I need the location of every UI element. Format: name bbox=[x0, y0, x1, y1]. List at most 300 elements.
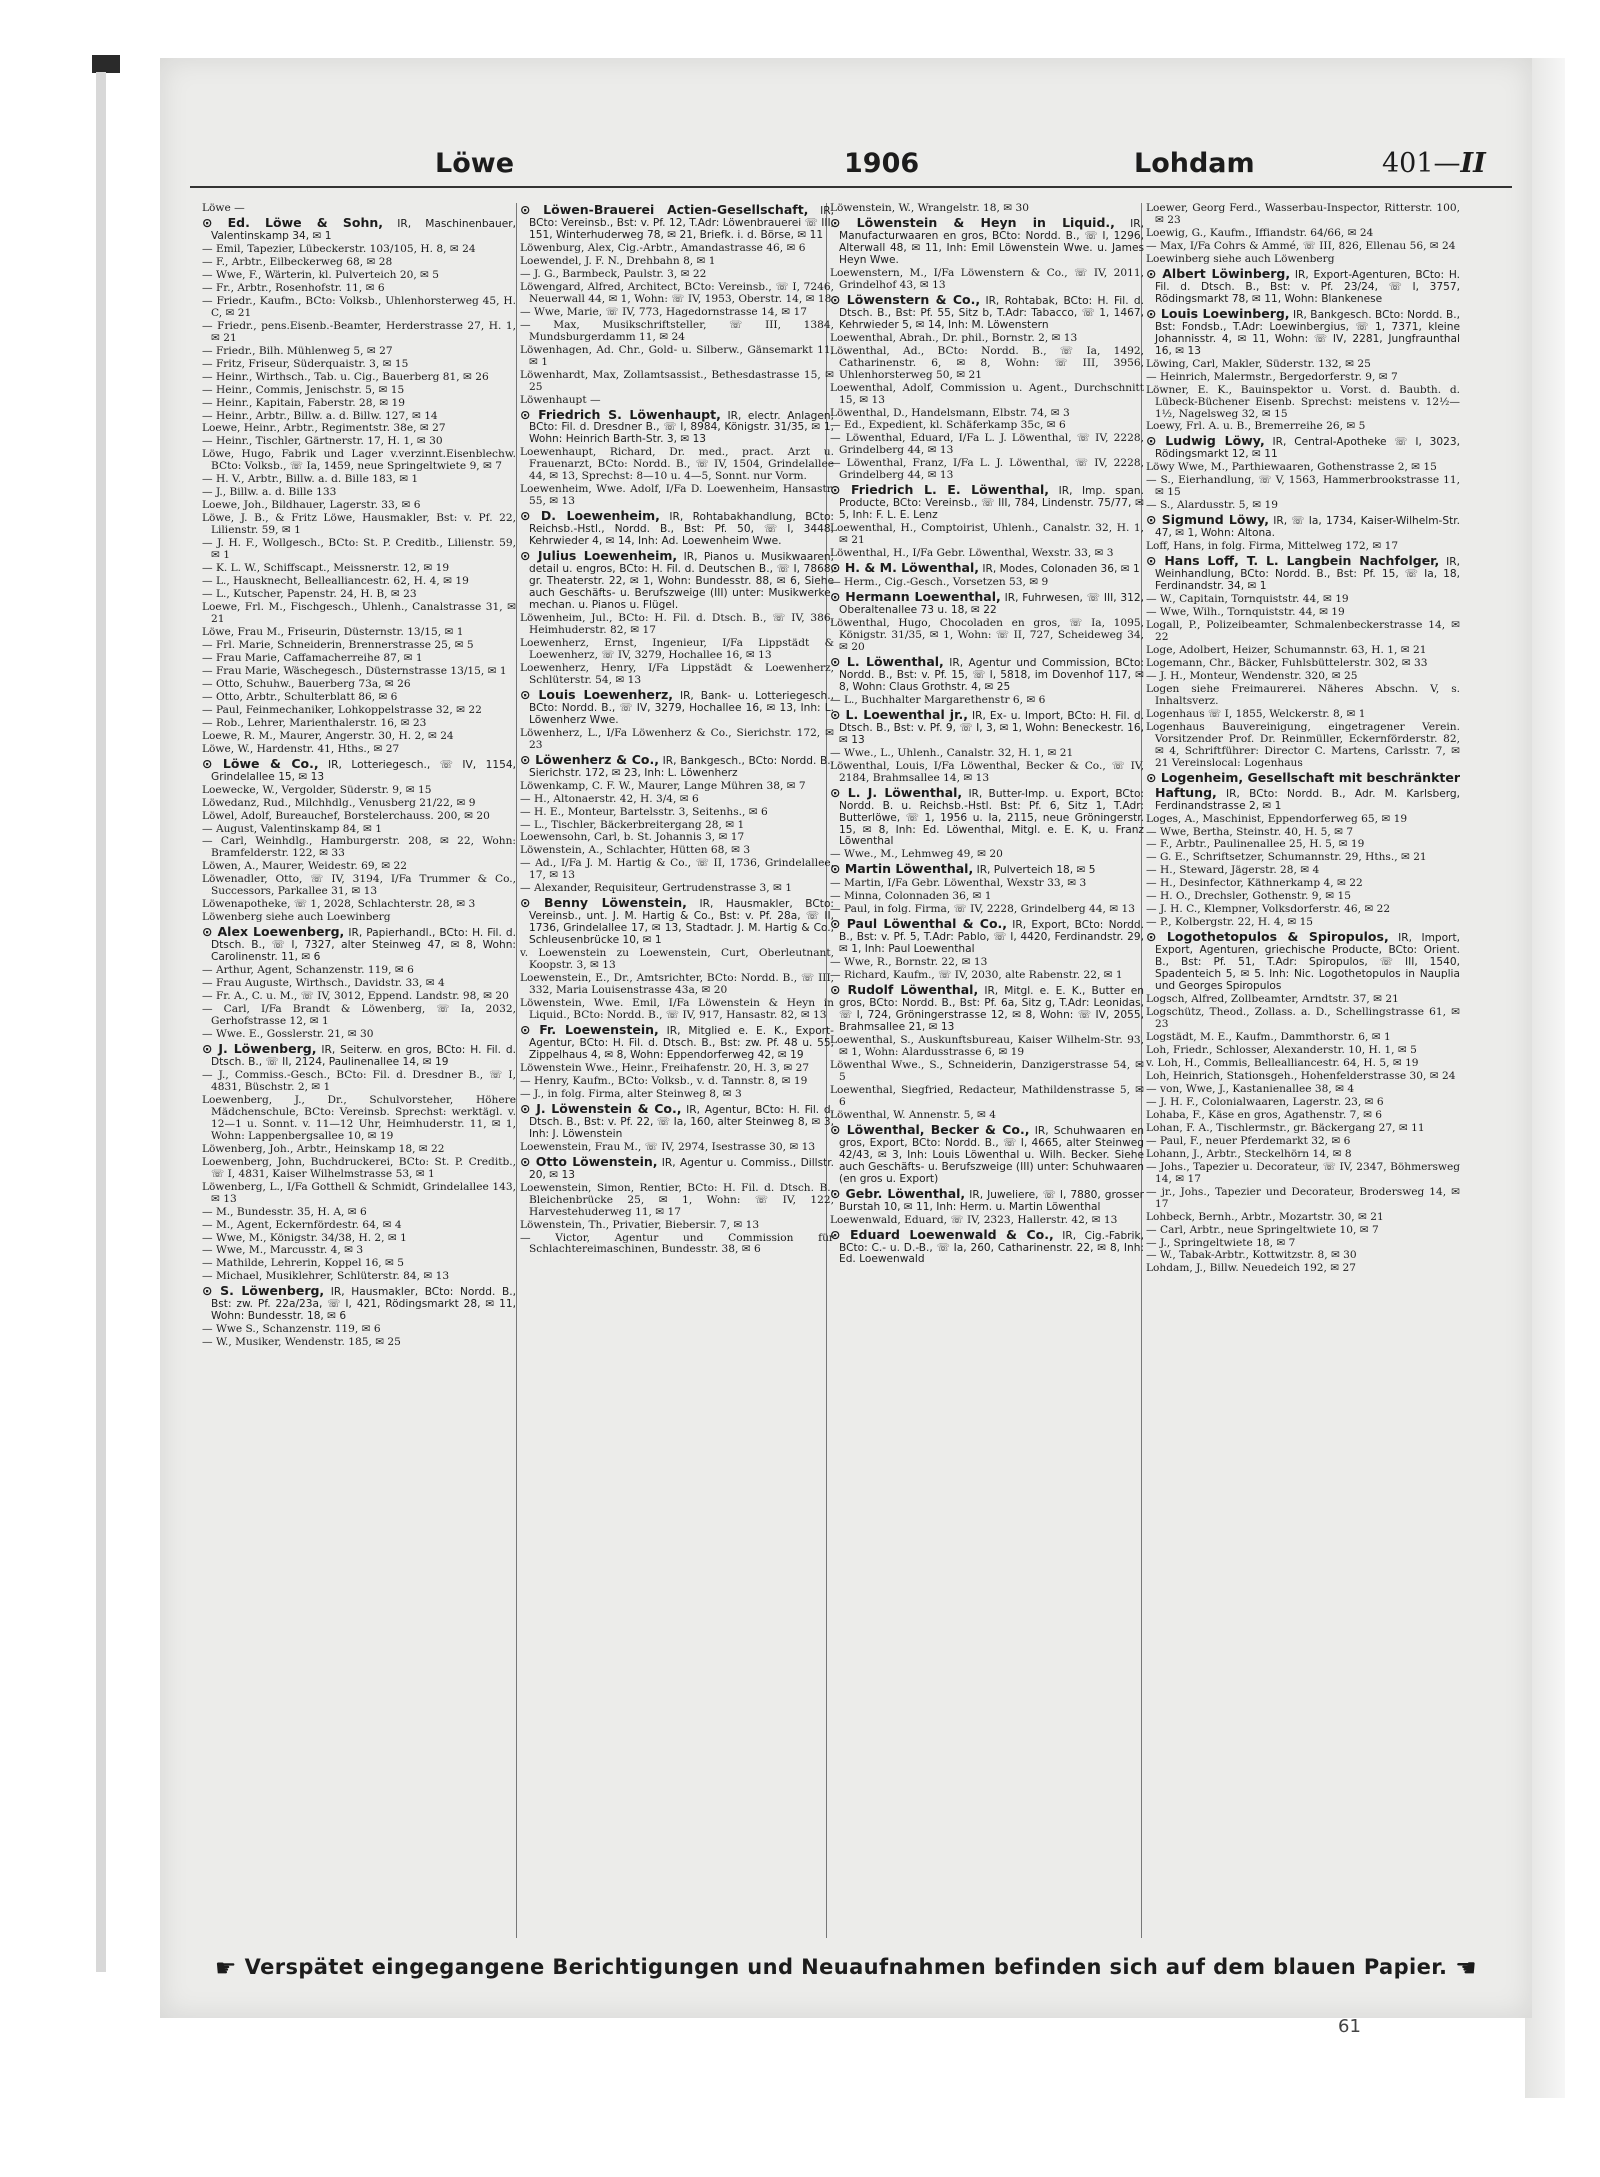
firm-details: IR, Papierhandl., BCto: H. Fil. d. Dtsch. B., ☏ I, 7327, alter Steinweg 47, ✉ 8, Wohn: Carolinenstr. 11, ✉ 6 bbox=[211, 927, 516, 964]
directory-entry: — Mathilde, Lehrerin, Koppel 16, ✉ 5 bbox=[202, 1257, 405, 1270]
directory-entry: Löwen, A., Maurer, Weidestr. 69, ✉ 22 bbox=[202, 860, 408, 873]
directory-entry: — M., Agent, Eckernfördestr. 64, ✉ 4 bbox=[202, 1218, 402, 1231]
firm-name: ⊙ Albert Löwinberg, bbox=[1146, 265, 1291, 281]
directory-entry: — Heinr., Commis, Jenischstr. 5, ✉ 15 bbox=[202, 383, 405, 396]
directory-entry: Löwenherz, L., I/Fa Löwenherz & Co., Sierichstr. 172, ✉ 23 bbox=[520, 726, 834, 751]
firm-details: IR, Rohtabak, BCto: H. Fil. d. Dtsch. B., Bst: Pf. 55, Sitz b, T.Adr: Tabacco, ☏ 1, 1467, Kehrwieder 5, ✉ 14, Inh: M. Löwenstern bbox=[839, 294, 1144, 331]
directory-entry: Löwenburg, Alex, Cig.-Arbtr., Amandastrasse 46, ✉ 6 bbox=[520, 241, 806, 254]
directory-entry: Loewenthal, Adolf, Commission u. Agent., Durchschnitt 15, ✉ 13 bbox=[830, 381, 1144, 406]
firm-name: ⊙ L. J. Löwenthal, bbox=[830, 784, 963, 800]
directory-entry: Loewenstern, M., I/Fa Löwenstern & Co., ☏ IV, 2011, Grindelhof 43, ✉ 13 bbox=[830, 266, 1144, 291]
directory-entry: Logall, P., Polizeibeamter, Schmalenbeckerstrasse 14, ✉ 22 bbox=[1146, 619, 1460, 643]
directory-entry: v. Loewenstein zu Loewenstein, Curt, Oberleutnant, Koopstr. 3, ✉ 13 bbox=[520, 947, 834, 972]
directory-entry: Loewer, Georg Ferd., Wasserbau-Inspector, Ritterstr. 100, ✉ 23 bbox=[1146, 203, 1460, 226]
directory-entry: — Herm., Cig.-Gesch., Vorsetzen 53, ✉ 9 bbox=[830, 576, 1049, 589]
directory-entry: — Frau Marie, Wäschegesch., Düsternstrasse 13/15, ✉ 1 bbox=[202, 664, 507, 677]
firm-entry bbox=[520, 1102, 834, 1141]
directory-entry: Loewe, Joh., Bildhauer, Lagerstr. 33, ✉ 6 bbox=[202, 499, 421, 512]
firm-name: ⊙ Hermann Loewenthal, bbox=[830, 589, 1001, 605]
firm-entry bbox=[520, 1155, 834, 1182]
firm-name: ⊙ Löwenstern & Co., bbox=[830, 291, 981, 307]
firm-name: ⊙ S. Löwenberg, bbox=[202, 1283, 325, 1299]
directory-entry: — Carl, Weinhdlg., Hamburgerstr. 208, ✉ 22, Wohn: Bramfelderstr. 122, ✉ 33 bbox=[202, 835, 516, 860]
directory-entry: — Johs., Tapezier u. Decorateur, ☏ IV, 2347, Böhmersweg 14, ✉ 17 bbox=[1146, 1160, 1460, 1185]
directory-entry: — Otto, Schuhw., Bauerberg 73a, ✉ 26 bbox=[202, 677, 411, 690]
directory-entry: — J., Billw. a. d. Bille 133 bbox=[202, 486, 337, 499]
firm-name: ⊙ H. & M. Löwenthal, bbox=[830, 560, 979, 576]
directory-entry: Löwenadler, Otto, ☏ IV, 3194, I/Fa Trummer & Co., Successors, Parkallee 31, ✉ 13 bbox=[202, 873, 516, 898]
directory-entry: — L., Kutscher, Papenstr. 24, H. B, ✉ 23 bbox=[202, 588, 417, 601]
directory-entry: Lohdam, J., Billw. Neuedeich 192, ✉ 27 bbox=[1146, 1262, 1357, 1275]
firm-entry bbox=[202, 216, 516, 243]
firm-entry bbox=[830, 1187, 1144, 1214]
directory-entry: — Fr., Arbtr., Rosenhofstr. 11, ✉ 6 bbox=[202, 281, 385, 294]
directory-entry: — F., Arbtr., Eilbeckerweg 68, ✉ 28 bbox=[202, 255, 393, 268]
firm-entry bbox=[520, 1023, 834, 1062]
directory-column-2 bbox=[520, 203, 834, 1938]
directory-entry: Loewenherz, Henry, I/Fa Lippstädt & Loewenherz, Schlüterstr. 54, ✉ 13 bbox=[520, 661, 834, 686]
directory-entry: Löwner, E. K., Bauinspektor u. Vorst. d. Baubth. d. Lübeck-Büchener Eisenb. Sprechst: meistens v. 12½—1½, Nagelsweg 32, ✉ 15 bbox=[1146, 383, 1460, 420]
firm-name: ⊙ Logothetopulos & Spiropulos, bbox=[1146, 929, 1389, 945]
directory-entry: Loewenwald, Eduard, ☏ IV, 2323, Hallerstr. 42, ✉ 13 bbox=[830, 1213, 1118, 1226]
directory-entry: — J. G., Barmbeck, Paulstr. 3, ✉ 22 bbox=[520, 267, 707, 280]
firm-entry bbox=[520, 753, 834, 780]
directory-entry: Löwenstein, Th., Privatier, Biebersir. 7, ✉ 13 bbox=[520, 1218, 760, 1231]
directory-entry: — S., Eierhandlung, ☏ V, 1563, Hammerbrookstrasse 11, ✉ 15 bbox=[1146, 474, 1460, 499]
directory-entry: Löwenberg, Joh., Arbtr., Heinskamp 18, ✉ 22 bbox=[202, 1142, 445, 1155]
directory-entry: — Wwe, Bertha, Steinstr. 40, H. 5, ✉ 7 bbox=[1146, 825, 1354, 838]
directory-entry: — Löwenthal, Franz, I/Fa L. J. Löwenthal, ☏ IV, 2228, Grindelberg 44, ✉ 13 bbox=[830, 457, 1144, 482]
directory-entry: Logsch, Alfred, Zollbeamter, Arndtstr. 37, ✉ 21 bbox=[1146, 993, 1399, 1006]
directory-entry: — Alexander, Requisiteur, Gertrudenstrasse 3, ✉ 1 bbox=[520, 882, 792, 895]
firm-name: ⊙ Martin Löwenthal, bbox=[830, 861, 974, 877]
directory-entry: Loewenstein, E., Dr., Amtsrichter, BCto: Nordd. B., ☏ III, 332, Maria Louisenstrasse 43a, ✉ 20 bbox=[520, 972, 834, 997]
firm-name: ⊙ Eduard Loewenwald & Co., bbox=[830, 1226, 1054, 1242]
firm-entry bbox=[830, 1228, 1144, 1267]
directory-entry: — J. H. F., Colonialwaaren, Lagerstr. 23, ✉ 6 bbox=[1146, 1095, 1384, 1108]
firm-entry bbox=[830, 561, 1144, 576]
firm-entry bbox=[1146, 930, 1460, 993]
directory-entry: — Heinrich, Malermstr., Bergedorferstr. 9, ✉ 7 bbox=[1146, 370, 1398, 383]
directory-entry: Loewe, R. M., Maurer, Angerstr. 30, H. 2, ✉ 24 bbox=[202, 729, 454, 742]
directory-entry: Löwenthal, W. Annenstr. 5, ✉ 4 bbox=[830, 1108, 997, 1121]
directory-entry: Loewenberg, John, Buchdruckerei, BCto: St. P. Creditb., ☏ I, 4831, Kaiser Wilhelmstrasse 53, ✉ 1 bbox=[202, 1155, 516, 1180]
firm-details: IR, Bank- u. Lotteriegesch., BCto: Nordd. B., ☏ IV, 3279, Hochallee 16, ✉ 13, Inh: L. Löwenherz Wwe. bbox=[529, 689, 834, 726]
firm-entry bbox=[830, 786, 1144, 849]
firm-details: IR, ☏ Ia, 1734, Kaiser-Wilhelm-Str. 47, ✉ 1, Wohn: Altona. bbox=[1155, 515, 1460, 540]
directory-entry: — Friedr., Kaufm., BCto: Volksb., Uhlenhorsterweg 45, H. C, ✉ 21 bbox=[202, 294, 516, 319]
firm-name: ⊙ Otto Löwenstein, bbox=[520, 1153, 658, 1169]
firm-details: IR, Imp. span. Producte, BCto: Vereinsb., ☏ III, 784, Lindenstr. 75/77, ✉ 5, Inh: F. L. E. Lenz bbox=[839, 485, 1144, 522]
directory-entry: Loewe, Frl. M., Fischgesch., Uhlenh., Canalstrasse 31, ✉ 21 bbox=[202, 601, 516, 625]
directory-entry: v. Loh, H., Commis, Bellealliancestr. 64, H. 5, ✉ 19 bbox=[1146, 1056, 1419, 1069]
directory-entry: Loge, Adolbert, Heizer, Schumannstr. 63, H. 1, ✉ 21 bbox=[1146, 643, 1427, 656]
firm-details: IR, Lotteriegesch., ☏ IV, 1154, Grindelallee 15, ✉ 13 bbox=[211, 758, 516, 783]
firm-details: IR, Bankgesch., BCto: Nordd. B., Sierichstr. 172, ✉ 23, Inh: L. Löwenherz bbox=[529, 754, 834, 779]
directory-entry: — F., Arbtr., Paulinenallee 25, H. 5, ✉ 19 bbox=[1146, 838, 1365, 851]
directory-entry: Löwing, Carl, Makler, Süderstr. 132, ✉ 25 bbox=[1146, 357, 1371, 370]
firm-entry bbox=[520, 896, 834, 947]
firm-details: IR, Import, Export, Agenturen, griechische Producte, BCto: Orient. B., Bst: Pf. 51, T.Adr: Spiropulos, ☏ III, 1540, Spadenteich 5, ✉ 5. Inh: Nic. Logothetopulos in Nauplia und Georges Spiropulos bbox=[1155, 932, 1460, 993]
directory-entry: — H., Steward, Jägerstr. 28, ✉ 4 bbox=[1146, 864, 1320, 877]
directory-entry: — Paul, in folg. Firma, ☏ IV, 2228, Grindelberg 44, ✉ 13 bbox=[830, 903, 1135, 916]
firm-details: IR, Agentur, BCto: H. Fil. d. Dtsch. B., Bst: v. Pf. 22, ☏ Ia, 160, alter Steinweg 8, ✉ 3, Inh: J. Löwenstein bbox=[529, 1103, 834, 1140]
directory-entry: Löwe, J. B., & Fritz Löwe, Hausmakler, Bst: v. Pf. 22, Lilienstr. 59, ✉ 1 bbox=[202, 512, 516, 537]
firm-details: IR, Ex- u. Import, BCto: H. Fil. d. Dtsch. B., Bst: v. Pf. 9, ☏ I, 3, ✉ 1, Wohn: Beneckestr. 16, ✉ 13 bbox=[839, 709, 1144, 746]
directory-entry: — Ad., I/Fa J. M. Hartig & Co., ☏ II, 1736, Grindelallee, 17, ✉ 13 bbox=[520, 857, 834, 882]
directory-entry: Löwe, Frau M., Friseurin, Düsternstr. 13/15, ✉ 1 bbox=[202, 625, 464, 638]
directory-entry: — H. V., Arbtr., Billw. a. d. Bille 183, ✉ 1 bbox=[202, 473, 419, 486]
directory-entry: — M., Bundesstr. 35, H. A, ✉ 6 bbox=[202, 1205, 367, 1218]
directory-entry: — Frau Marie, Caffamacherreihe 87, ✉ 1 bbox=[202, 651, 423, 664]
directory-entry: — H., Altonaerstr. 42, H. 3/4, ✉ 6 bbox=[520, 792, 699, 805]
firm-name: ⊙ Gebr. Löwenthal, bbox=[830, 1185, 966, 1201]
firm-details: IR, Rohtabakhandlung, BCto: Reichsb.-Hstl., Nordd. B., Bst: Pf. 50, ☏ I, 3448, Kehrwieder 4, ✉ 14, Inh: Ad. Loewenheim Wwe. bbox=[529, 511, 834, 548]
directory-entry: — Carl, I/Fa Brandt & Löwenberg, ☏ Ia, 2032, Gerhofstrasse 12, ✉ 1 bbox=[202, 1003, 516, 1028]
directory-entry: Löwy Wwe, M., Parthiewaaren, Gothenstrasse 2, ✉ 15 bbox=[1146, 461, 1437, 474]
firm-name: ⊙ Löwen-Brauerei Actien-Gesellschaft, bbox=[520, 203, 809, 217]
scan-margin bbox=[96, 72, 106, 1972]
directory-entry: Löwenthal, Louis, I/Fa Löwenthal, Becker & Co., ☏ IV, 2184, Brahmsallee 14, ✉ 13 bbox=[830, 759, 1144, 784]
directory-entry: — jr., Johs., Tapezier und Decorateur, Brodersweg 14, ✉ 17 bbox=[1146, 1185, 1460, 1210]
directory-entry: Logenhaus ☏ I, 1855, Welckerstr. 8, ✉ 1 bbox=[1146, 707, 1366, 720]
directory-entry: Löwenthal, Ad., BCto: Nordd. B., ☏ Ia, 1492, Catharinenstr. 6, ✉ 8, Wohn: ☏ III, 3956, Uhlenhorsterweg 50, ✉ 21 bbox=[830, 344, 1144, 381]
directory-entry: — Ed., Expedient, kl. Schäferkamp 35c, ✉ 6 bbox=[830, 419, 1066, 432]
directory-entry: — J. H. F., Wollgesch., BCto: St. P. Creditb., Lilienstr. 59, ✉ 1 bbox=[202, 537, 516, 562]
directory-entry: Loewenthal, S., Auskunftsbureau, Kaiser Wilhelm-Str. 93, ✉ 1, Wohn: Alardusstrasse 6, ✉ 19 bbox=[830, 1034, 1144, 1058]
directory-entry: — H. O., Drechsler, Gothenstr. 9, ✉ 15 bbox=[1146, 890, 1351, 903]
directory-entry: Löwe, Hugo, Fabrik und Lager v.verzinnt.Eisenblechw. BCto: Volksb., ☏ Ia, 1459, neue Springeltwiete 9, ✉ 7 bbox=[202, 448, 516, 473]
directory-entry: Löwengard, Alfred, Architect, BCto: Vereinsb., ☏ I, 7246, Neuerwall 44, ✉ 1, Wohn: ☏ IV, 1953, Oberstr. 14, ✉ 18 bbox=[520, 280, 834, 305]
directory-entry: — Carl, Arbtr., neue Springeltwiete 10, ✉ 7 bbox=[1146, 1223, 1379, 1236]
firm-entry bbox=[1146, 554, 1460, 593]
firm-details: IR, electr. Anlagen, BCto: Fil. d. Dresdner B., ☏ I, 8984, Königstr. 31/35, ✉ 1, Wohn: Heinrich Barth-Str. 3, ✉ 13 bbox=[529, 409, 834, 446]
directory-entry: — Fr. A., C. u. M., ☏ IV, 3012, Eppend. Landstr. 98, ✉ 20 bbox=[202, 990, 509, 1003]
firm-entry bbox=[1146, 267, 1460, 306]
firm-entry bbox=[1146, 513, 1460, 540]
directory-entry: Löwenberg siehe auch Loewinberg bbox=[202, 911, 391, 924]
directory-entry: — Wwe., M., Lehmweg 49, ✉ 20 bbox=[830, 848, 1003, 861]
firm-details: IR, Agentur u. Commiss., Dillstr. 20, ✉ 13 bbox=[529, 1156, 834, 1181]
directory-entry: — L., Tischler, Bäckerbreitergang 28, ✉ 1 bbox=[520, 818, 745, 831]
directory-entry: Lohann, J., Arbtr., Steckelhörn 14, ✉ 8 bbox=[1146, 1147, 1352, 1160]
page-header bbox=[190, 148, 1512, 188]
directory-entry: — Friedr., Bilh. Mühlenweg 5, ✉ 27 bbox=[202, 344, 393, 357]
firm-details: IR, BCto: Nordd. B., Adr. M. Karlsberg, Ferdinandstrasse 2, ✉ 1 bbox=[1155, 787, 1460, 812]
directory-entry: — H. E., Monteur, Bartelsstr. 3, Seitenhs., ✉ 6 bbox=[520, 805, 768, 818]
directory-entry: — Minna, Colonnaden 36, ✉ 1 bbox=[830, 890, 992, 903]
firm-name: ⊙ J. Löwenberg, bbox=[202, 1040, 317, 1056]
firm-entry bbox=[830, 708, 1144, 747]
directory-entry: — Fritz, Friseur, Süderquaistr. 3, ✉ 15 bbox=[202, 357, 409, 370]
header-year: 1906 bbox=[844, 148, 920, 179]
firm-entry bbox=[202, 1042, 516, 1069]
directory-entry: Löwedanz, Rud., Milchhdlg., Venusberg 21/22, ✉ 9 bbox=[202, 796, 476, 809]
directory-entry: — Arthur, Agent, Schanzenstr. 119, ✉ 6 bbox=[202, 964, 414, 977]
firm-entry bbox=[520, 408, 834, 447]
firm-name: ⊙ Alex Loewenberg, bbox=[202, 924, 345, 940]
firm-entry bbox=[830, 917, 1144, 956]
firm-name: ⊙ Logenheim, Gesellschaft mit beschränkter Haftung, bbox=[1146, 769, 1460, 800]
directory-entry: Loff, Hans, in folg. Firma, Mittelweg 172, ✉ 17 bbox=[1146, 540, 1399, 553]
firm-name: ⊙ Louis Loewinberg, bbox=[1146, 305, 1290, 321]
firm-entry bbox=[1146, 434, 1460, 461]
firm-name: ⊙ Löwenherz & Co., bbox=[520, 751, 659, 767]
directory-entry: — Frau Auguste, Wirthsch., Davidstr. 33, ✉ 4 bbox=[202, 977, 445, 990]
firm-details: IR, Seiterw. en gros, BCto: H. Fil. d. Dtsch. B., ☏ II, 2124, Paulinenallee 14, ✉ 19 bbox=[211, 1043, 516, 1068]
directory-entry: Loewensohn, Carl, b. St. Johannis 3, ✉ 17 bbox=[520, 831, 745, 844]
footer-notice bbox=[160, 1954, 1532, 1982]
firm-details: IR, Export-Agenturen, BCto: H. Fil. d. Dtsch. B., Bst: v. Pf. 23/24, ☏ I, 3757, Rödingsmarkt 78, ✉ 11, Wohn: Blankenese bbox=[1155, 268, 1460, 305]
directory-entry: — Wwe, Wilh., Tornquiststr. 44, ✉ 19 bbox=[1146, 606, 1345, 619]
directory-entry: Löwel, Adolf, Bureauchef, Borstelerchauss. 200, ✉ 20 bbox=[202, 809, 490, 822]
firm-name: ⊙ Löwenthal, Becker & Co., bbox=[830, 1121, 1030, 1137]
directory-entry: Loewendel, J. F. N., Drehbahn 8, ✉ 1 bbox=[520, 254, 716, 267]
directory-entry: Loh, Friedr., Schlosser, Alexanderstr. 10, H. 1, ✉ 5 bbox=[1146, 1043, 1417, 1056]
directory-entry: — W., Musiker, Wendenstr. 185, ✉ 25 bbox=[202, 1336, 401, 1349]
header-page-number bbox=[1382, 148, 1486, 179]
firm-name: ⊙ Hans Loff, T. L. Langbein Nachfolger, bbox=[1146, 553, 1440, 569]
footer-page-number: 61 bbox=[1338, 2016, 1361, 2037]
firm-details: IR, Weinhandlung, BCto: Nordd. B., Bst: Pf. 15, ☏ Ia, 18, Ferdinandstr. 34, ✉ 1 bbox=[1155, 556, 1460, 593]
directory-entry: — J., Commiss.-Gesch., BCto: Fil. d. Dresdner B., ☏ I, 4831, Büschstr. 2, ✉ 1 bbox=[202, 1068, 516, 1093]
directory-entry: Logemann, Chr., Bäcker, Fuhlsbüttelerstr. 302, ✉ 33 bbox=[1146, 656, 1428, 669]
directory-entry: Loewecke, W., Vergolder, Süderstr. 9, ✉ 15 bbox=[202, 783, 432, 796]
directory-entry: Loewenstein, Simon, Rentier, BCto: H. Fil. d. Dtsch. B., Bleichenbrücke 25, ✉ 1, Wohn: ☏ IV, 122, Harvestehuderweg 11, ✉ 17 bbox=[520, 1181, 834, 1218]
firm-details: IR, Export, BCto: Nordd. B., Bst: v. Pf. 5, T.Adr: Pablo, ☏ I, 4420, Ferdinandstr. 29, ✉ 1, Inh: Paul Loewenthal bbox=[839, 919, 1144, 956]
directory-entry: — Wwe, R., Bornstr. 22, ✉ 13 bbox=[830, 956, 988, 969]
directory-entry: — J. H. C., Klempner, Volksdorferstr. 46, ✉ 22 bbox=[1146, 903, 1391, 916]
firm-name: ⊙ Julius Loewenheim, bbox=[520, 548, 678, 564]
firm-entry bbox=[830, 216, 1144, 267]
directory-entry: Loges, A., Maschinist, Eppendorferweg 65, ✉ 19 bbox=[1146, 812, 1408, 825]
firm-details: IR, Agentur und Commission, BCto: Nordd. B., Bst: v. Pf. 15, ☏ I, 5818, im Dovenhof 117, ✉ 8, Wohn: Claus Grothstr. 4, ✉ 25 bbox=[839, 656, 1144, 693]
directory-entry: Logenhaus Bauvereinigung, eingetragener Verein. Vorsitzender Prof. Dr. Reinmüller, Eckernförderstr. 82, ✉ 4, Schriftführer: Director C. Martens, Carlsstr. 7, ✉ 21 Vereinslocal: Logenhaus bbox=[1146, 720, 1460, 769]
firm-entry bbox=[830, 590, 1144, 617]
directory-entry: — W., Capitain, Tornquiststr. 44, ✉ 19 bbox=[1146, 593, 1349, 606]
firm-entry bbox=[202, 757, 516, 784]
directory-entry: Lohbeck, Bernh., Arbtr., Mozartstr. 30, ✉ 21 bbox=[1146, 1210, 1384, 1223]
directory-entry: — Max, Musikschriftsteller, ☏ III, 1384, Mundsburgerdamm 11, ✉ 24 bbox=[520, 318, 834, 343]
directory-column-4 bbox=[1146, 203, 1460, 1938]
directory-entry: Logen siehe Freimaurerei. Näheres Abschn. V, s. Inhaltsverz. bbox=[1146, 682, 1460, 707]
firm-details: IR, Maschinenbauer, Valentinskamp 34, ✉ 1 bbox=[211, 217, 516, 242]
directory-entry: — L., Hausknecht, Bellealliancestr. 62, H. 4, ✉ 19 bbox=[202, 575, 469, 588]
directory-entry: Logschütz, Theod., Zollass. a. D., Schellingstrasse 61, ✉ 23 bbox=[1146, 1006, 1460, 1031]
firm-name: ⊙ J. Löwenstein & Co., bbox=[520, 1100, 682, 1116]
directory-columns bbox=[160, 203, 1532, 1938]
pointing-hand-icon-right: ☚ bbox=[1455, 1954, 1478, 1982]
directory-entry: — Frl. Marie, Schneiderin, Brennerstrasse 25, ✉ 5 bbox=[202, 638, 474, 651]
directory-entry: Loewenberg, J., Dr., Schulvorsteher, Höhere Mädchenschule, BCto: Vereinsb. Sprechst: werktägl. v. 12—1 u. Sonnt. v. 11—12 Uhr, Heimhuderstr. 11, ✉ 1, Wohn: Lappenbergsallee 10, ✉ 19 bbox=[202, 1093, 516, 1142]
directory-column-1 bbox=[202, 203, 516, 1938]
directory-entry: — J., Springeltwiete 18, ✉ 7 bbox=[1146, 1236, 1296, 1249]
directory-entry: — von, Wwe, J., Kastanienallee 38, ✉ 4 bbox=[1146, 1082, 1355, 1095]
firm-details: IR, Hausmakler, BCto: Nordd. B., Bst: zw. Pf. 22a/23a, ☏ I, 421, Rödingsmarkt 28, ✉ 11, Wohn: Bundesstr. 18, ✉ 6 bbox=[211, 1286, 516, 1323]
firm-name: ⊙ Rudolf Löwenthal, bbox=[830, 982, 979, 998]
directory-entry: — Max, I/Fa Cohrs & Ammé, ☏ III, 826, Ellenau 56, ✉ 24 bbox=[1146, 239, 1456, 252]
directory-entry: Lohaba, F., Käse en gros, Agathenstr. 7, ✉ 6 bbox=[1146, 1108, 1383, 1121]
directory-entry: — Wwe, M., Marcusstr. 4, ✉ 3 bbox=[202, 1244, 364, 1257]
firm-details: IR, Butter-Imp. u. Export, BCto: Nordd. B. u. Reichsb.-Hstl. Bst: Pf. 6, Sitz 1, T.Adr: Butterlöwe, ☏ 1, 1956 u. Ia, 2115, neue Gröningerstr. 15, ✉ 8, Inh: Ed. Löwenthal, Mitgl. e. E. K, u. Franz Löwenthal bbox=[839, 787, 1144, 848]
scan-edge-mark bbox=[92, 55, 120, 73]
directory-entry: Löwenstein Wwe., Heinr., Freihafenstr. 20, H. 3, ✉ 27 bbox=[520, 1061, 810, 1074]
directory-entry: Löwenstein, A., Schlachter, Hütten 68, ✉ 3 bbox=[520, 844, 751, 857]
directory-entry: — Wwe, M., Königstr. 34/38, H. 2, ✉ 1 bbox=[202, 1231, 407, 1244]
directory-entry: — Heinr., Arbtr., Billw. a. d. Billw. 127, ✉ 14 bbox=[202, 409, 438, 422]
directory-entry: — H., Desinfector, Käthnerkamp 4, ✉ 22 bbox=[1146, 877, 1363, 890]
firm-name: ⊙ Löwenstein & Heyn in Liquid., bbox=[830, 214, 1115, 230]
directory-entry: — Wwe. E., Gosslerstr. 21, ✉ 30 bbox=[202, 1028, 374, 1040]
directory-entry: — J. H., Monteur, Wendenstr. 320, ✉ 25 bbox=[1146, 669, 1358, 682]
firm-name: ⊙ Ludwig Löwy, bbox=[1146, 433, 1265, 449]
directory-entry: — K. L. W., Schiffscapt., Meissnerstr. 12, ✉ 19 bbox=[202, 562, 450, 575]
directory-entry: Löwe — bbox=[202, 203, 245, 214]
firm-name: ⊙ Paul Löwenthal & Co., bbox=[830, 916, 1008, 932]
directory-entry: Löwenstein, Wwe. Emil, I/Fa Löwenstein & Heyn in Liquid., BCto: Nordd. B., ☏ IV, 917, Hansastr. 82, ✉ 13 bbox=[520, 997, 834, 1022]
pointing-hand-icon: ☛ bbox=[214, 1954, 237, 1982]
firm-name: ⊙ Sigmund Löwy, bbox=[1146, 512, 1269, 528]
directory-entry: — J., in folg. Firma, alter Steinweg 8, ✉ 3 bbox=[520, 1087, 742, 1100]
directory-entry: Löwenberg, L., I/Fa Gotthell & Schmidt, Grindelallee 143, ✉ 13 bbox=[202, 1180, 516, 1205]
firm-name: ⊙ L. Loewenthal jr., bbox=[830, 706, 968, 722]
firm-details: IR, Central-Apotheke ☏ I, 3023, Rödingsmarkt 12, ✉ 11 bbox=[1155, 436, 1460, 461]
firm-name: ⊙ Fr. Loewenstein, bbox=[520, 1022, 659, 1037]
directory-entry: — S., Alardusstr. 5, ✉ 19 bbox=[1146, 499, 1278, 512]
firm-details: IR, Bankgesch. BCto: Nordd. B., Bst: Fondsb., T.Adr: Loewinbergius, ☏ 1, 7371, kleine Johannisstr. 4, ✉ 11, Wohn: ☏ IV, 2281, Jungfraunthal 16, ✉ 13 bbox=[1155, 308, 1460, 357]
firm-entry bbox=[520, 688, 834, 727]
firm-entry bbox=[202, 925, 516, 964]
header-rule bbox=[190, 186, 1512, 188]
firm-name: ⊙ Ed. Löwe & Sohn, bbox=[202, 214, 384, 230]
directory-entry: Loewenstein, Frau M., ☏ IV, 2974, Isestrasse 30, ✉ 13 bbox=[520, 1140, 816, 1153]
directory-column-3 bbox=[830, 203, 1144, 1938]
firm-name: ⊙ Louis Loewenherz, bbox=[520, 686, 674, 702]
directory-entry: — Michael, Musiklehrer, Schlüterstr. 84, ✉ 13 bbox=[202, 1270, 450, 1283]
directory-entry: — Victor, Agentur und Commission für Schlachtereimaschinen, Bundesstr. 38, ✉ 6 bbox=[520, 1231, 834, 1256]
firm-name: ⊙ Friedrich L. E. Löwenthal, bbox=[830, 482, 1049, 498]
directory-entry: — L., Buchhalter Margarethenstr 6, ✉ 6 bbox=[830, 693, 1046, 706]
header-last-name: Lohdam bbox=[1134, 148, 1255, 179]
directory-entry: — Henry, Kaufm., BCto: Volksb., v. d. Tannstr. 8, ✉ 19 bbox=[520, 1074, 808, 1087]
directory-entry: Loewe, Heinr., Arbtr., Regimentstr. 38e, ✉ 27 bbox=[202, 422, 446, 435]
directory-entry: Logstädt, M. E., Kaufm., Dammthorstr. 6, ✉ 1 bbox=[1146, 1031, 1391, 1043]
directory-entry: — Heinr., Tischler, Gärtnerstr. 17, H. 1, ✉ 30 bbox=[202, 435, 443, 448]
directory-entry: — Paul, Feinmechaniker, Lohkoppelstrasse 32, ✉ 22 bbox=[202, 703, 482, 716]
directory-entry: Loewig, G., Kaufm., Iffiandstr. 64/66, ✉ 24 bbox=[1146, 226, 1374, 239]
directory-entry: — Paul, F., neuer Pferdemarkt 32, ✉ 6 bbox=[1146, 1134, 1351, 1147]
directory-entry: — P., Kolbergstr. 22, H. 4, ✉ 15 bbox=[1146, 916, 1314, 929]
directory-entry: Lohan, F. A., Tischlermstr., gr. Bäckergang 27, ✉ 11 bbox=[1146, 1121, 1425, 1134]
directory-entry: — W., Tabak-Arbtr., Kottwitzstr. 8, ✉ 30 bbox=[1146, 1249, 1357, 1262]
directory-entry: — Wwe, F., Wärterin, kl. Pulverteich 20, ✉ 5 bbox=[202, 268, 440, 281]
firm-entry bbox=[202, 1284, 516, 1323]
firm-details: IR, Pulverteich 18, ✉ 5 bbox=[973, 864, 1096, 877]
firm-entry bbox=[520, 203, 834, 242]
directory-entry: Löwenheim, Jul., BCto: H. Fil. d. Dtsch. B., ☏ IV, 386, Heimhuderstr. 82, ✉ 17 bbox=[520, 612, 834, 636]
firm-entry bbox=[830, 983, 1144, 1034]
firm-name: ⊙ Löwe & Co., bbox=[202, 755, 319, 771]
firm-details: IR, Modes, Colonaden 36, ✉ 1 bbox=[979, 563, 1140, 576]
firm-details: IR, Cig.-Fabrik, BCto: C.- u. D.-B., ☏ Ia, 260, Catharinenstr. 22, ✉ 8, Inh: Ed. Loewenwald bbox=[839, 1229, 1144, 1266]
firm-entry bbox=[520, 549, 834, 612]
firm-details: IR, Schuhwaaren en gros, Export, BCto: Nordd. B., ☏ I, 4665, alter Steinweg 42/43, ✉ 3, Inh: Louis Löwenthal u. Wilh. Becker. Siehe auch Geschäfts- u. Berufszweige (III) unter: Schuhwaaren (en gros u. Export) bbox=[839, 1124, 1144, 1185]
page-number-suffix: II bbox=[1460, 148, 1486, 179]
firm-details: IR, Juweliere, ☏ I, 7880, grosser Burstah 10, ✉ 11, Inh: Herm. u. Martin Löwenthal bbox=[839, 1188, 1144, 1213]
directory-entry: — Wwe., L., Uhlenh., Canalstr. 32, H. 1, ✉ 21 bbox=[830, 746, 1074, 759]
directory-entry: Loewenheim, Wwe. Adolf, I/Fa D. Loewenheim, Hansastr. 55, ✉ 13 bbox=[520, 483, 834, 508]
directory-entry: Löwenthal, H., I/Fa Gebr. Löwenthal, Wexstr. 33, ✉ 3 bbox=[830, 547, 1114, 560]
firm-details: IR, Manufacturwaaren en gros, BCto: Nordd. B., ☏ I, 1296, Alterwall 48, ✉ 11, Inh: Emil Löwenstein Wwe. u. James Heyn Wwe. bbox=[839, 217, 1144, 266]
directory-entry: Löwenthal, Hugo, Chocoladen en gros, ☏ Ia, 1095, Königstr. 31/35, ✉ 1, Wohn: ☏ II, 727, Scheideweg 34, ✉ 20 bbox=[830, 617, 1144, 653]
directory-entry: — Heinr., Wirthsch., Tab. u. Cig., Bauerberg 81, ✉ 26 bbox=[202, 370, 489, 383]
directory-entry: Loewenthal, H., Comptoirist, Uhlenh., Canalstr. 32, H. 1, ✉ 21 bbox=[830, 522, 1144, 547]
directory-entry: Löwenthal, D., Handelsmann, Elbstr. 74, ✉ 3 bbox=[830, 406, 1070, 419]
directory-entry: — August, Valentinskamp 84, ✉ 1 bbox=[202, 822, 382, 835]
directory-entry: — Löwenthal, Eduard, I/Fa L. J. Löwenthal, ☏ IV, 2228, Grindelberg 44, ✉ 13 bbox=[830, 432, 1144, 457]
directory-entry: Loewenhaupt, Richard, Dr. med., pract. Arzt u. Frauenarzt, BCto: Nordd. B., ☏ IV, 1504, Grindelallee 44, ✉ 13, Sprechst: 8—10 u. 4—5, Sonnt. nur Vorm. bbox=[520, 446, 834, 483]
directory-entry: — G. E., Schriftsetzer, Schumannstr. 29, Hths., ✉ 21 bbox=[1146, 851, 1427, 864]
directory-entry: — Otto, Arbtr., Schulterblatt 86, ✉ 6 bbox=[202, 690, 398, 703]
directory-entry: Löwenhaupt — bbox=[520, 393, 601, 406]
directory-entry: — Heinr., Kapitain, Faberstr. 28, ✉ 19 bbox=[202, 396, 405, 409]
firm-details: IR, Hausmakler, BCto: Vereinsb., unt. J. M. Hartig & Co., Bst: v. Pf. 28a, ☏ II, 1736, Grindelallee 17, ✉ 13, Stadtadr. J. M. Hartig & Co., Schleusenbrücke 10, ✉ 1 bbox=[529, 898, 834, 947]
directory-entry: Loewenthal, Abrah., Dr. phil., Bornstr. 2, ✉ 13 bbox=[830, 331, 1078, 344]
firm-entry bbox=[830, 293, 1144, 332]
header-first-name: Löwe bbox=[435, 148, 515, 179]
firm-details: IR, Mitglied e. E. K., Export-Agentur, BCto: H. Fil. d. Dtsch. B., Bst: zw. Pf. 48 u. 55, Zippelhaus 4, ✉ 8, Wohn: Eppendorferweg 42, ✉ 19 bbox=[529, 1025, 834, 1061]
firm-name: ⊙ L. Löwenthal, bbox=[830, 653, 944, 669]
directory-entry: Löwenthal Wwe., S., Schneiderin, Danzigerstrasse 54, ✉ 5 bbox=[830, 1058, 1144, 1083]
directory-entry: — Friedr., pens.Eisenb.-Beamter, Herderstrasse 27, H. 1, ✉ 21 bbox=[202, 319, 516, 344]
directory-entry: — Wwe, Marie, ☏ IV, 773, Hagedornstrasse 14, ✉ 17 bbox=[520, 305, 808, 318]
firm-name: ⊙ Benny Löwenstein, bbox=[520, 895, 687, 911]
directory-entry: Löwe, W., Hardenstr. 41, Hths., ✉ 27 bbox=[202, 742, 400, 755]
directory-entry: Löwenhardt, Max, Zollamtsassist., Bethesdastrasse 15, ✉ 25 bbox=[520, 368, 834, 393]
footer-text: Verspätet eingegangene Berichtigungen und Neuaufnahmen befinden sich auf dem blauen Papier. bbox=[244, 1955, 1448, 1979]
directory-entry: Löwenkamp, C. F. W., Maurer, Lange Mühren 38, ✉ 7 bbox=[520, 779, 806, 792]
directory-entry: Loewinberg siehe auch Löwenberg bbox=[1146, 252, 1335, 265]
firm-entry bbox=[830, 483, 1144, 522]
directory-entry: Loewy, Frl. A. u. B., Bremerreihe 26, ✉ 5 bbox=[1146, 420, 1366, 433]
directory-page bbox=[160, 58, 1532, 2037]
firm-entry bbox=[830, 862, 1144, 877]
firm-entry bbox=[1146, 307, 1460, 358]
firm-details: IR, Pianos u. Musikwaaren, detail u. engros, BCto: H. Fil. d. Deutschen B., ☏ I, 7868, gr. Theaterstr. 22, ✉ 1, Wohn: Bundesstr. 88, ✉ 6, Siehe auch Geschäfts- u. Berufszweige (III) unter: Musikwerke, mechan. u. Pianos u. Flügel. bbox=[529, 551, 834, 612]
directory-entry: Loewenthal, Siegfried, Redacteur, Mathildenstrasse 5, ✉ 6 bbox=[830, 1083, 1144, 1108]
directory-entry: Loewenherz, Ernst, Ingenieur, I/Fa Lippstädt & Loewenherz, ☏ IV, 3279, Hochallee 16, ✉ 13 bbox=[520, 636, 834, 661]
firm-entry bbox=[1146, 771, 1460, 813]
directory-entry: Löwenstein, W., Wrangelstr. 18, ✉ 30 bbox=[830, 203, 1029, 214]
firm-name: ⊙ Friedrich S. Löwenhaupt, bbox=[520, 406, 721, 422]
column-divider bbox=[516, 203, 517, 1938]
firm-details: IR, Mitgl. e. E. K., Butter en gros, BCto: Nordd. B., Bst: Pf. 6a, Sitz g, T.Adr: Leonidas, ☏ I, 724, Gröningerstrasse 12, ✉ 8, Wohn: ☏ IV, 2055, Brahmsallee 21, ✉ 13 bbox=[839, 985, 1144, 1034]
directory-entry: Löwenhagen, Ad. Chr., Gold- u. Silberw., Gänsemarkt 11, ✉ 1 bbox=[520, 343, 834, 368]
page-number-main: 401— bbox=[1382, 148, 1461, 179]
firm-name: ⊙ D. Loewenheim, bbox=[520, 508, 660, 524]
directory-entry: — Martin, I/Fa Gebr. Löwenthal, Wexstr 33, ✉ 3 bbox=[830, 877, 1087, 890]
directory-entry: Löwenapotheke, ☏ 1, 2028, Schlachterstr. 28, ✉ 3 bbox=[202, 898, 476, 911]
firm-details: IR, BCto: Vereinsb., Bst: v. Pf. 12, T.Adr: Löwenbrauerei ☏ III, 151, Winterhuderweg 78, ✉ 21, Briefk. i. d. Börse, ✉ 11 bbox=[529, 205, 834, 241]
directory-entry: Loh, Heinrich, Stationsgeh., Hohenfelderstrasse 30, ✉ 24 bbox=[1146, 1069, 1456, 1082]
directory-entry: — Wwe S., Schanzenstr. 119, ✉ 6 bbox=[202, 1323, 381, 1336]
directory-entry: — Emil, Tapezier, Lübeckerstr. 103/105, H. 8, ✉ 24 bbox=[202, 242, 476, 255]
directory-entry: — Richard, Kaufm., ☏ IV, 2030, alte Rabenstr. 22, ✉ 1 bbox=[830, 969, 1123, 982]
directory-entry: — Rob., Lehrer, Marienthalerstr. 16, ✉ 23 bbox=[202, 716, 427, 729]
firm-details: IR, Fuhrwesen, ☏ III, 312, Oberaltenallee 73 u. 18, ✉ 22 bbox=[839, 592, 1144, 617]
firm-entry bbox=[830, 1123, 1144, 1186]
firm-entry bbox=[830, 655, 1144, 694]
